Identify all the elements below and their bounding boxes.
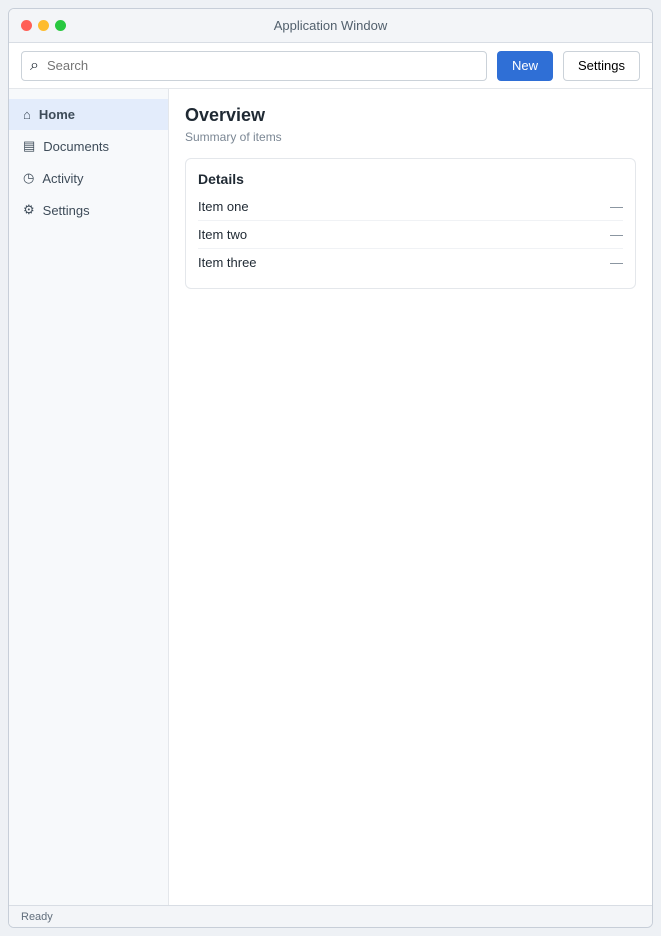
close-window-button[interactable]: [21, 20, 32, 31]
item-label: Item two: [198, 227, 248, 242]
search-input[interactable]: [45, 57, 478, 74]
list-item[interactable]: [198, 249, 623, 276]
search-box[interactable]: [21, 51, 487, 81]
sidebar-item-activity[interactable]: [9, 162, 168, 194]
new-button[interactable]: New: [497, 51, 553, 81]
sidebar-item-label: Home: [38, 107, 75, 122]
app-window: [8, 8, 653, 928]
gear-icon: ⚙: [23, 202, 35, 217]
search-icon: ⌕: [30, 56, 39, 74]
sidebar-item-documents[interactable]: [9, 130, 168, 162]
toolbar: [9, 43, 652, 89]
clock-icon: ◷: [23, 170, 35, 185]
maximize-window-button[interactable]: [55, 20, 66, 31]
home-icon: ⌂: [23, 107, 31, 122]
sidebar-item-label: Activity: [42, 170, 84, 186]
status-bar: [9, 905, 652, 927]
status-text: Ready: [21, 910, 53, 923]
list-item[interactable]: [198, 193, 623, 221]
page-subtitle: Summary of items: [185, 130, 282, 144]
item-value: —: [610, 199, 623, 214]
sidebar-item-label: Settings: [42, 202, 90, 218]
window-controls: [21, 20, 66, 31]
document-icon: ▤: [23, 138, 36, 153]
card-title: Details: [198, 171, 244, 187]
title-bar: [9, 9, 652, 43]
sidebar-item-home[interactable]: [9, 99, 168, 130]
main-panel: [169, 89, 652, 927]
item-label: Item one: [198, 199, 249, 214]
settings-button[interactable]: Settings: [563, 51, 640, 81]
item-label: Item three: [198, 255, 257, 270]
item-value: —: [610, 227, 623, 242]
sidebar-item-settings[interactable]: [9, 194, 168, 226]
window-title: Application Window: [273, 18, 388, 33]
page-title: Overview: [185, 105, 266, 125]
sidebar: [9, 89, 169, 927]
sidebar-item-label: Documents: [43, 138, 110, 154]
minimize-window-button[interactable]: [38, 20, 49, 31]
list-item[interactable]: [198, 221, 623, 249]
item-value: —: [610, 255, 623, 270]
details-card: [185, 158, 636, 289]
